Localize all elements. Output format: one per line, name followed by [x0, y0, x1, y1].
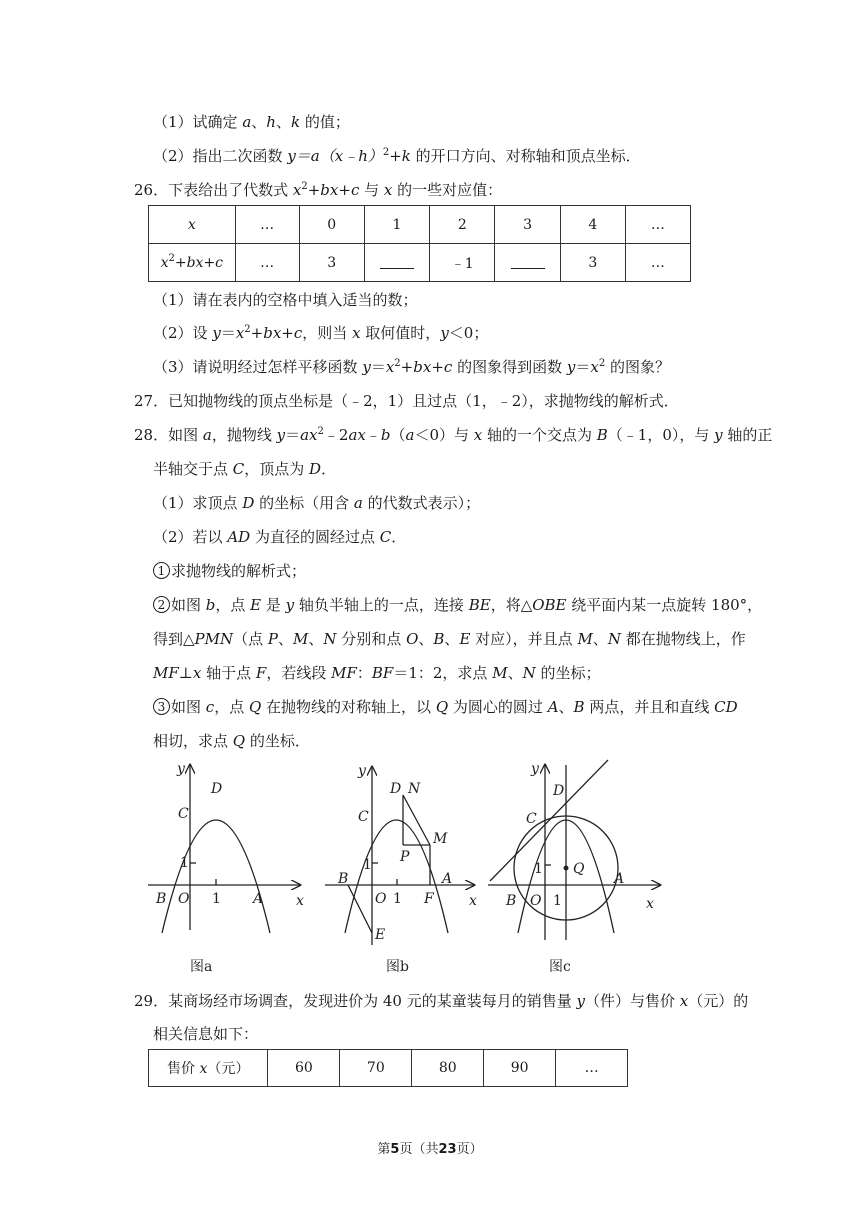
q28-line2: 半轴交于点 C，顶点为 D． [153, 460, 337, 478]
label-M: M [433, 831, 448, 847]
table-cell: 3 [495, 206, 560, 244]
q28-sub2-line2: 得到△PMN（点 P、M、N 分别和点 O、B、E 对应），并且点 M、N 都在抛物线上，作 [153, 630, 746, 648]
figure-c [488, 760, 660, 940]
label-1: 1 [534, 861, 543, 877]
label-D: D [553, 783, 565, 799]
label-A: A [614, 871, 625, 887]
label-C: C [358, 809, 369, 825]
table-blank-cell [495, 244, 560, 282]
label-O: O [530, 893, 542, 909]
q27-text: 27．已知抛物线的顶点坐标是（﹣2，1）且过点（1，﹣2），求抛物线的解析式． [134, 392, 679, 410]
label-B: B [338, 871, 349, 887]
circled-number-1: 1 [153, 562, 170, 579]
point-Q [564, 866, 569, 871]
label-O: O [375, 891, 387, 907]
label-D: D [390, 781, 402, 797]
table-cell: 70 [340, 1050, 412, 1087]
q29-line1: 29．某商场经市场调查，发现进价为 40 元的某童装每月的销售量 y（件）与售价 x（元）的 [134, 992, 749, 1010]
label-B: B [506, 893, 517, 909]
label-N: N [408, 781, 421, 797]
q26-table-header-x: x [149, 206, 236, 244]
label-B: B [156, 891, 167, 907]
table-cell: 2 [430, 206, 495, 244]
q26-stem: 26．下表给出了代数式 $x^2+bx+c$ 与 x 的一些对应值： [134, 181, 503, 199]
table-cell: 1 [364, 206, 429, 244]
q28-sub2-line3: MF⊥x 轴于点 F，若线段 MF：BF＝1：2，求点 M、N 的坐标； [153, 664, 601, 682]
figure-c-labels [505, 761, 654, 912]
table-cell: … [625, 206, 690, 244]
label-A: A [253, 891, 264, 907]
answer-blank[interactable] [380, 254, 414, 269]
q28-sub2-line1: 2 如图 b，点 E 是 y 轴负半轴上的一点，连接 BE，将△OBE 绕平面内某一点旋转 180°， [153, 595, 762, 615]
table-cell: 0 [299, 206, 364, 244]
q28-sub3-line2: 相切，求点 Q 的坐标． [153, 732, 310, 750]
label-Q: Q [573, 861, 585, 877]
q28-part2: （2）若以 AD 为直径的圆经过点 C． [153, 528, 407, 546]
q26-value-table [148, 205, 691, 282]
table-cell: 80 [412, 1050, 484, 1087]
tangent-line-CD [490, 760, 608, 881]
label-F: F [424, 891, 434, 907]
label-C: C [526, 811, 537, 827]
label-1: 1 [363, 857, 372, 873]
label-1: 1 [212, 891, 221, 907]
q25-part1: （1）试确定 a、h、k 的值； [153, 113, 350, 131]
figure-a-labels [155, 761, 304, 909]
figure-b-labels [337, 763, 477, 943]
table-blank-cell [364, 244, 429, 282]
q26-table-header-expr: $x^2+bx+c$ [149, 244, 236, 282]
table-cell: 90 [484, 1050, 556, 1087]
label-O: O [178, 891, 190, 907]
answer-blank[interactable] [511, 254, 545, 269]
circled-number-3: 3 [153, 698, 170, 715]
label-C: C [178, 806, 189, 822]
segment-BE [348, 885, 372, 933]
q28-figures [0, 755, 860, 980]
figure-a [148, 765, 300, 933]
page-footer: 第5页（共23页） [377, 1142, 483, 1157]
table-cell: … [556, 1050, 628, 1087]
label-x: x [469, 893, 477, 909]
q25-part2: （2）指出二次函数 y＝a（x﹣h）$^2$+k 的开口方向、对称轴和顶点坐标． [153, 147, 641, 165]
q29-table-header: 售价 x（元） [149, 1050, 268, 1087]
caption-figure-b: 图b [386, 959, 409, 975]
q28-sub1: 1 求抛物线的解析式； [153, 561, 306, 581]
table-cell: … [235, 206, 299, 244]
label-A: A [442, 871, 453, 887]
label-y: y [358, 763, 366, 779]
table-cell: 60 [268, 1050, 340, 1087]
table-cell: … [625, 244, 690, 282]
q26-part1: （1）请在表内的空格中填入适当的数； [153, 291, 418, 309]
label-1: 1 [393, 891, 402, 907]
label-1: 1 [180, 855, 189, 871]
table-cell: ﹣1 [430, 244, 495, 282]
table-cell: 3 [560, 244, 625, 282]
label-P: P [400, 849, 410, 865]
q28-part1: （1）求顶点 D 的坐标（用含 a 的代数式表示）； [153, 494, 481, 512]
table-cell: … [235, 244, 299, 282]
label-x: x [646, 896, 654, 912]
circled-number-2: 2 [153, 596, 170, 613]
q29-line2: 相关信息如下： [153, 1025, 259, 1043]
table-cell: 4 [560, 206, 625, 244]
parabola [162, 820, 270, 933]
label-D: D [211, 781, 223, 797]
q26-part2: （2）设 $y=x^2+bx+c$，则当 x 取何值时，y＜0； [153, 324, 489, 342]
label-E: E [375, 927, 386, 943]
label-x: x [296, 893, 304, 909]
label-y: y [531, 761, 539, 777]
table-cell: 3 [299, 244, 364, 282]
label-1: 1 [553, 893, 562, 909]
caption-figure-c: 图c [549, 959, 571, 975]
q29-price-table [148, 1049, 628, 1087]
q26-part3: （3）请说明经过怎样平移函数 $y=x^2+bx+c$ 的图象得到函数 $y=x^2$ 的图象？ [153, 358, 670, 376]
q28-line1: 28．如图 a，抛物线 $y=ax^2﹣2ax﹣b(a<0)$与 x 轴的一个交点为 B（﹣1，0），与 y 轴的正 [134, 426, 773, 444]
q28-sub3-line1: 3 如图 c，点 Q 在抛物线的对称轴上，以 Q 为圆心的圆过 A、B 两点，并且和直线 CD [153, 697, 738, 717]
caption-figure-a: 图a [190, 959, 213, 975]
label-y: y [177, 761, 185, 777]
